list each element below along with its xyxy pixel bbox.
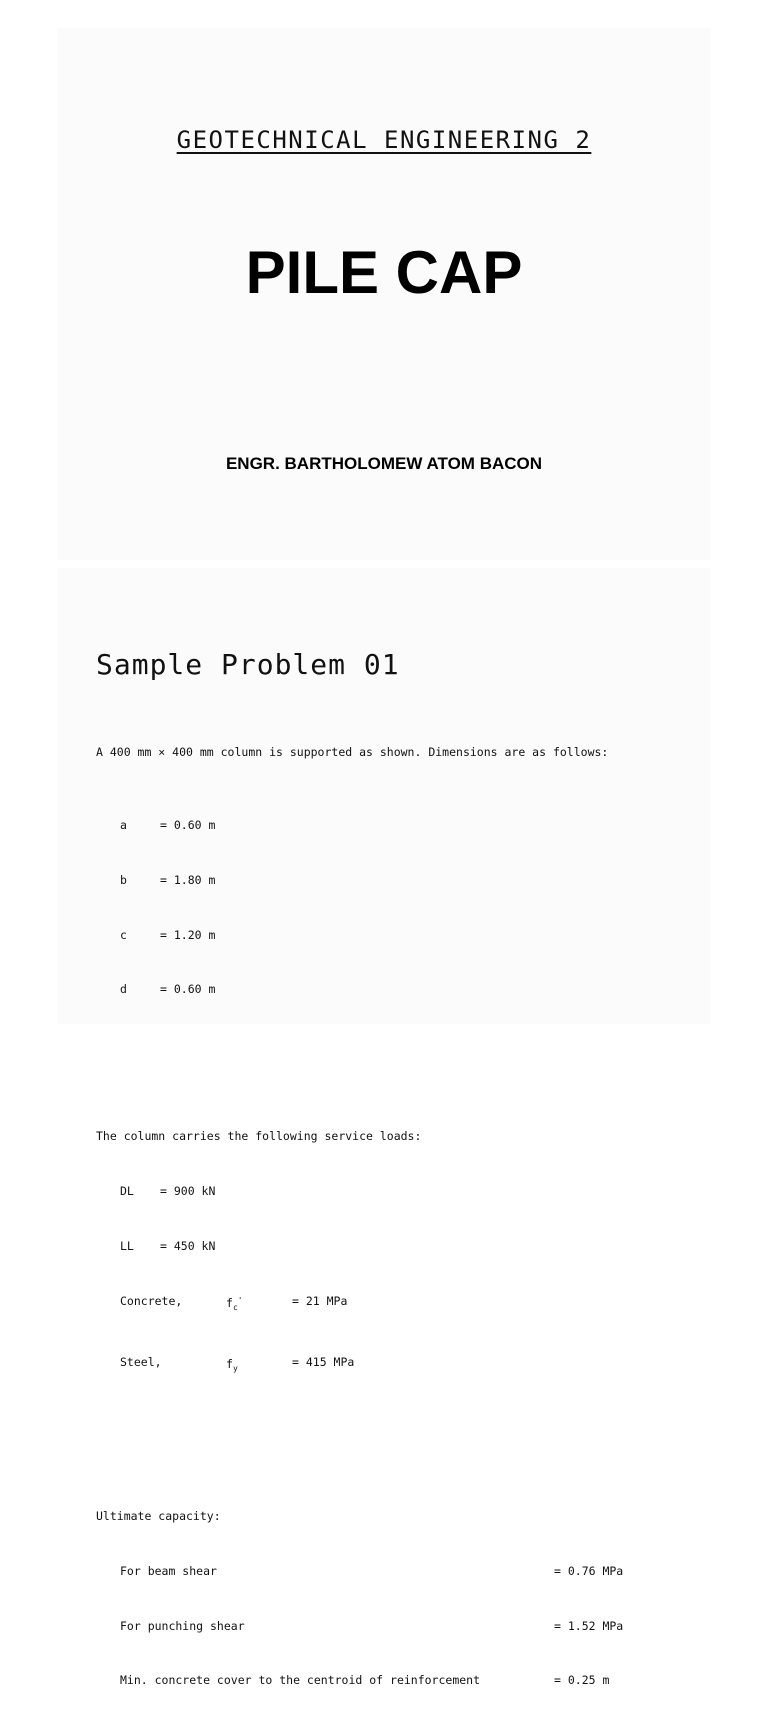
load-label: DL <box>120 1183 134 1198</box>
capacity-value: = 0.76 MPa <box>554 1563 624 1578</box>
load-row <box>96 1237 623 1255</box>
capacity-label: For punching shear <box>120 1618 245 1633</box>
dimension-label: a <box>120 817 127 832</box>
material-symbol: $f_y$ <box>226 1357 238 1374</box>
capacity-row <box>96 1617 623 1635</box>
problem-title: Sample Problem 01 <box>96 648 400 681</box>
problem-page <box>58 568 710 1688</box>
dimension-value: = 0.60 m <box>160 817 216 832</box>
dimension-label: c <box>120 927 127 942</box>
author-name: ENGR. BARTHOLOMEW ATOM BACON <box>225 454 543 473</box>
capacity-value: = 1.52 MPa <box>554 1618 624 1633</box>
capacity-value: = 0.25 m <box>554 1673 610 1688</box>
loads-intro: The column carries the following service loads: <box>96 1128 422 1143</box>
capacity-intro: Ultimate capacity: <box>96 1508 221 1523</box>
problem-body <box>96 706 623 1726</box>
load-row <box>96 1182 623 1200</box>
dimension-value: = 1.20 m <box>160 927 216 942</box>
dimension-value: = 0.60 m <box>160 982 216 997</box>
material-value: = 415 MPa <box>292 1355 355 1370</box>
main-title: PILE CAP <box>245 239 523 306</box>
dimension-row <box>96 871 623 889</box>
material-label: Steel, <box>120 1355 162 1370</box>
capacity-label: Min. concrete cover to the centroid of reinforcement <box>120 1673 481 1688</box>
course-title: GEOTECHNICAL ENGINEERING 2 <box>176 126 592 154</box>
dimension-row <box>96 816 623 834</box>
capacity-row <box>96 1671 623 1689</box>
load-value: = 900 kN <box>160 1183 216 1198</box>
dimension-label: b <box>120 872 127 887</box>
capacity-label: For beam shear <box>120 1563 217 1578</box>
capacity-row <box>96 1562 623 1580</box>
material-label: Concrete, <box>120 1293 183 1308</box>
material-row <box>96 1292 623 1317</box>
load-label: LL <box>120 1238 134 1253</box>
spacer <box>96 1054 623 1072</box>
dimension-row <box>96 926 623 944</box>
material-symbol: $f_c'$ <box>226 1295 243 1312</box>
dimension-row <box>96 980 623 998</box>
material-row <box>96 1353 623 1378</box>
dimension-label: d <box>120 982 127 997</box>
cover-page <box>58 28 710 560</box>
material-value: = 21 MPa <box>292 1293 348 1308</box>
load-value: = 450 kN <box>160 1238 216 1253</box>
dimension-value: = 1.80 m <box>160 872 216 887</box>
intro-text: A 400 mm × 400 mm column is supported as shown. Dimensions are as follows: <box>96 744 609 759</box>
spacer <box>96 1434 623 1452</box>
